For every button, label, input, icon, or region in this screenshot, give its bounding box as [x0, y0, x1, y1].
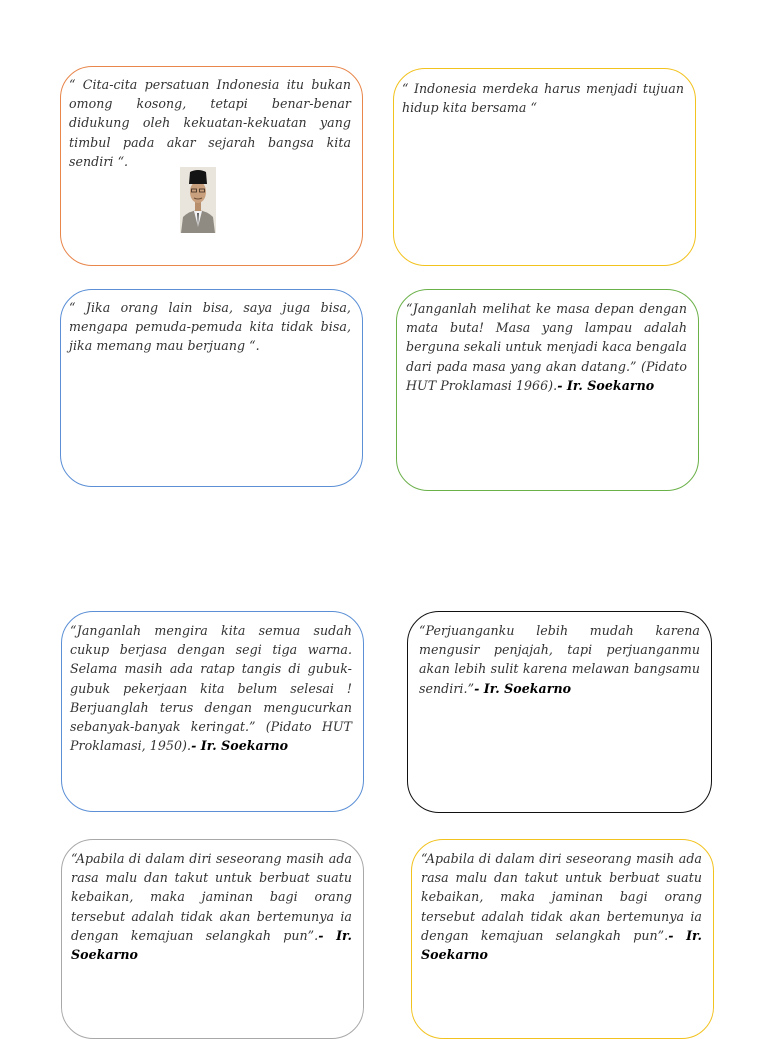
quote-author: - Ir. Soekarno: [421, 927, 702, 963]
quote-author: - Ir. Soekarno: [474, 680, 572, 696]
quote-text: [70, 621, 352, 755]
quote-body: “Janganlah mengira kita semua sudah cukup berjasa dengan segi tiga warna. Selama masih ada ratap tangis di gubuk-gubuk pekerjaan kita belum selesai ! Berjuanglah terus dengan mengucurkan sebanyak-banyak keringat.” (Pidato HUT Proklamasi, 1950).: [70, 623, 352, 754]
quote-text: [71, 849, 352, 964]
quote-card-7: [61, 839, 364, 1039]
quote-card-1: [60, 66, 363, 266]
quote-body: “Apabila di dalam diri seseorang masih ada rasa malu dan takut untuk berbuat suatu kebaikan, maka jaminan bagi orang tersebut adalah tidak akan bertemunya ia dengan kemajuan selangkah pun”.: [421, 851, 702, 943]
quote-text: [421, 849, 702, 964]
quote-card-6: [407, 611, 712, 813]
quote-body: “Perjuanganku lebih mudah karena mengusir penjajah, tapi perjuanganmu akan lebih sulit karena melawan bangsamu sendiri.”: [419, 623, 700, 696]
quote-card-4: [396, 289, 699, 491]
quote-author: - Ir. Soekarno: [557, 377, 655, 393]
quote-text: “ Cita-cita persatuan Indonesia itu bukan omong kosong, tetapi benar-benar didukung oleh kekuatan-kekuatan yang timbul pada akar sejarah bangsa kita sendiri “.: [69, 77, 351, 169]
quote-text: “ Jika orang lain bisa, saya juga bisa, mengapa pemuda-pemuda kita tidak bisa, jika memang mau berjuang “.: [69, 300, 351, 354]
quote-card-3: [60, 289, 363, 487]
portrait-photo: [180, 167, 216, 233]
quote-card-5: [61, 611, 364, 812]
quote-author: - Ir. Soekarno: [71, 927, 352, 963]
quote-author: - Ir. Soekarno: [191, 738, 289, 754]
quote-card-2: [393, 68, 696, 266]
quote-text: “ Indonesia merdeka harus menjadi tujuan hidup kita bersama “: [402, 81, 684, 116]
quote-text: [419, 621, 700, 698]
quote-body: “Janganlah melihat ke masa depan dengan mata buta! Masa yang lampau adalah berguna sekali untuk menjadi kaca bengala dari pada masa yang akan datang.” (Pidato HUT Proklamasi 1966).: [406, 301, 687, 393]
quote-card-8: [411, 839, 714, 1039]
quote-text: [406, 299, 687, 395]
quote-body: “Apabila di dalam diri seseorang masih ada rasa malu dan takut untuk berbuat suatu kebaikan, maka jaminan bagi orang tersebut adalah tidak akan bertemunya ia dengan kemajuan selangkah pun”.: [71, 851, 352, 943]
